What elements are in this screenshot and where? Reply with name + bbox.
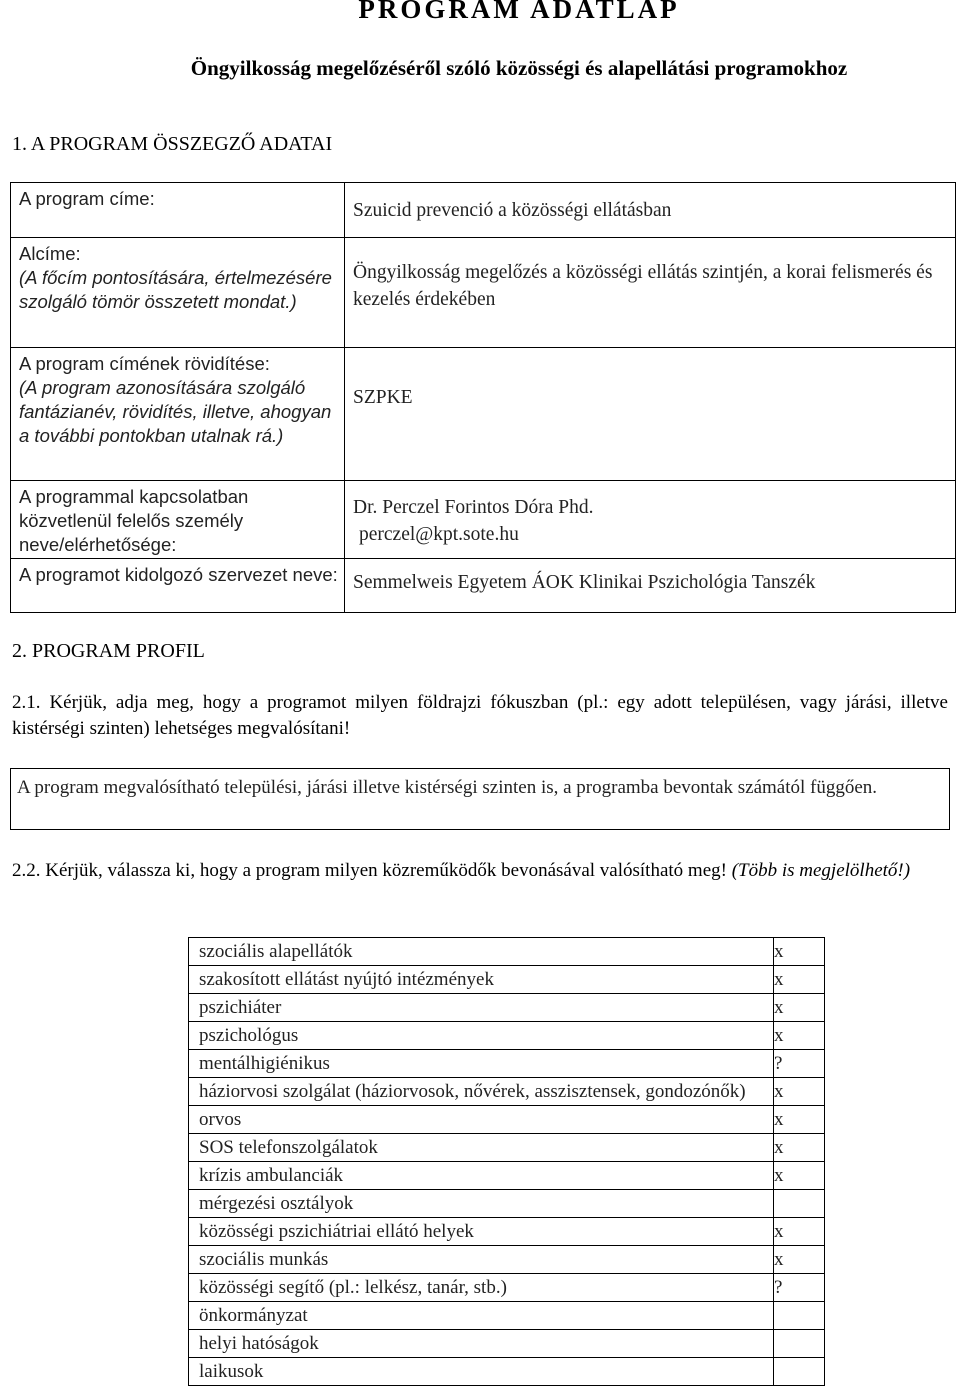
row-label: A programmal kapcsolatban közvetlenül felelős személy neve/elérhetősége:: [19, 486, 249, 555]
table-row: [189, 938, 825, 966]
row-label: A programot kidolgozó szervezet neve:: [19, 564, 338, 585]
table-row: [189, 1246, 825, 1274]
table-row: [11, 481, 956, 559]
value-cell: [345, 183, 956, 238]
actor-mark: x: [774, 938, 825, 966]
row-label: A program címének rövidítése:: [19, 353, 270, 374]
question-note: (Több is megjelölhető!): [731, 860, 911, 881]
actor-mark: x: [774, 1218, 825, 1246]
actor-name: pszichiáter: [189, 994, 774, 1022]
table-row: [189, 1302, 825, 1330]
table-row: [189, 1050, 825, 1078]
table-row: [11, 183, 956, 238]
actor-name: szakosított ellátást nyújtó intézmények: [189, 966, 774, 994]
actor-mark: [774, 1330, 825, 1358]
section-heading-summary: 1. A PROGRAM ÖSSZEGZŐ ADATAI: [12, 133, 333, 155]
row-label-note: (A program azonosítására szolgáló fantázianév, rövidítés, illetve, ahogyan a további pontokban utalnak rá.): [19, 377, 332, 446]
label-cell: [11, 559, 345, 613]
responsible-person-name: Dr. Perczel Forintos Dóra Phd.: [353, 497, 594, 518]
actor-mark: x: [774, 1134, 825, 1162]
row-label-note: (A főcím pontosítására, értelmezésére szolgáló tömör összetett mondat.): [19, 267, 332, 312]
value-cell: [345, 348, 956, 481]
actor-name: pszichológus: [189, 1022, 774, 1050]
actor-name: szociális munkás: [189, 1246, 774, 1274]
answer-box-geographic-focus: A program megvalósítható települési, járási illetve kistérségi szinten is, a programba bevontak számától függően.: [10, 768, 950, 830]
actor-name: háziorvosi szolgálat (háziorvosok, nővérek, asszisztensek, gondozónők): [189, 1078, 774, 1106]
actor-name: közösségi pszichiátriai ellátó helyek: [189, 1218, 774, 1246]
actor-name: mérgezési osztályok: [189, 1190, 774, 1218]
question-contributors: [12, 858, 948, 884]
label-cell: [11, 481, 345, 559]
label-cell: [11, 238, 345, 348]
table-row: [189, 1022, 825, 1050]
actor-mark: x: [774, 1246, 825, 1274]
actor-mark: ?: [774, 1274, 825, 1302]
actor-mark: ?: [774, 1050, 825, 1078]
responsible-person-email: perczel@kpt.sote.hu: [359, 524, 519, 545]
actor-name: önkormányzat: [189, 1302, 774, 1330]
actor-name: orvos: [189, 1106, 774, 1134]
subtitle-value: Öngyilkosság megelőzés a közösségi ellátás szintjén, a korai felismerés és kezelés érdekében: [353, 262, 933, 310]
question-text: 2.2. Kérjük, válassza ki, hogy a program milyen közreműködők bevonásával valósítható meg!: [12, 860, 727, 881]
abbreviation-value: SZPKE: [353, 387, 413, 408]
table-row: [189, 1134, 825, 1162]
contributors-table: [188, 937, 825, 1386]
table-row: [189, 966, 825, 994]
actor-name: közösségi segítő (pl.: lelkész, tanár, stb.): [189, 1274, 774, 1302]
program-title-value: Szuicid prevenció a közösségi ellátásban: [353, 200, 672, 221]
row-label: Alcíme:: [19, 243, 81, 264]
actor-name: mentálhigiénikus: [189, 1050, 774, 1078]
table-row: [189, 1106, 825, 1134]
table-row: [11, 559, 956, 613]
actor-name: SOS telefonszolgálatok: [189, 1134, 774, 1162]
table-row: [189, 1330, 825, 1358]
actor-mark: x: [774, 1162, 825, 1190]
table-row: [11, 348, 956, 481]
table-row: [189, 1358, 825, 1386]
summary-table: [10, 182, 956, 613]
actor-mark: [774, 1358, 825, 1386]
table-row: [189, 1190, 825, 1218]
page-subtitle: Öngyilkosság megelőzéséről szóló közösségi és alapellátási programokhoz: [190, 56, 848, 80]
table-row: [189, 1218, 825, 1246]
label-cell: [11, 183, 345, 238]
value-cell: [345, 481, 956, 559]
actor-name: szociális alapellátók: [189, 938, 774, 966]
label-cell: [11, 348, 345, 481]
actor-mark: [774, 1302, 825, 1330]
value-cell: [345, 238, 956, 348]
actor-mark: x: [774, 994, 825, 1022]
table-row: [189, 1274, 825, 1302]
actor-mark: x: [774, 1078, 825, 1106]
table-row: [189, 994, 825, 1022]
actor-name: helyi hatóságok: [189, 1330, 774, 1358]
question-geographic-focus: 2.1. Kérjük, adja meg, hogy a programot milyen földrajzi fókuszban (pl.: egy adott településen, vagy járási, illetve kistérségi szinten) lehetséges megvalósítani!: [12, 692, 948, 739]
page-title: PROGRAM ADATLAP: [358, 0, 680, 24]
actor-mark: x: [774, 1022, 825, 1050]
actor-name: laikusok: [189, 1358, 774, 1386]
table-row: [11, 238, 956, 348]
section-heading-profile: 2. PROGRAM PROFIL: [12, 640, 205, 662]
row-label: A program címe:: [19, 188, 155, 209]
table-row: [189, 1162, 825, 1190]
actor-mark: x: [774, 1106, 825, 1134]
organization-value: Semmelweis Egyetem ÁOK Klinikai Pszichológia Tanszék: [353, 572, 816, 593]
value-cell: [345, 559, 956, 613]
actor-mark: x: [774, 966, 825, 994]
table-row: [189, 1078, 825, 1106]
actor-mark: [774, 1190, 825, 1218]
actor-name: krízis ambulanciák: [189, 1162, 774, 1190]
